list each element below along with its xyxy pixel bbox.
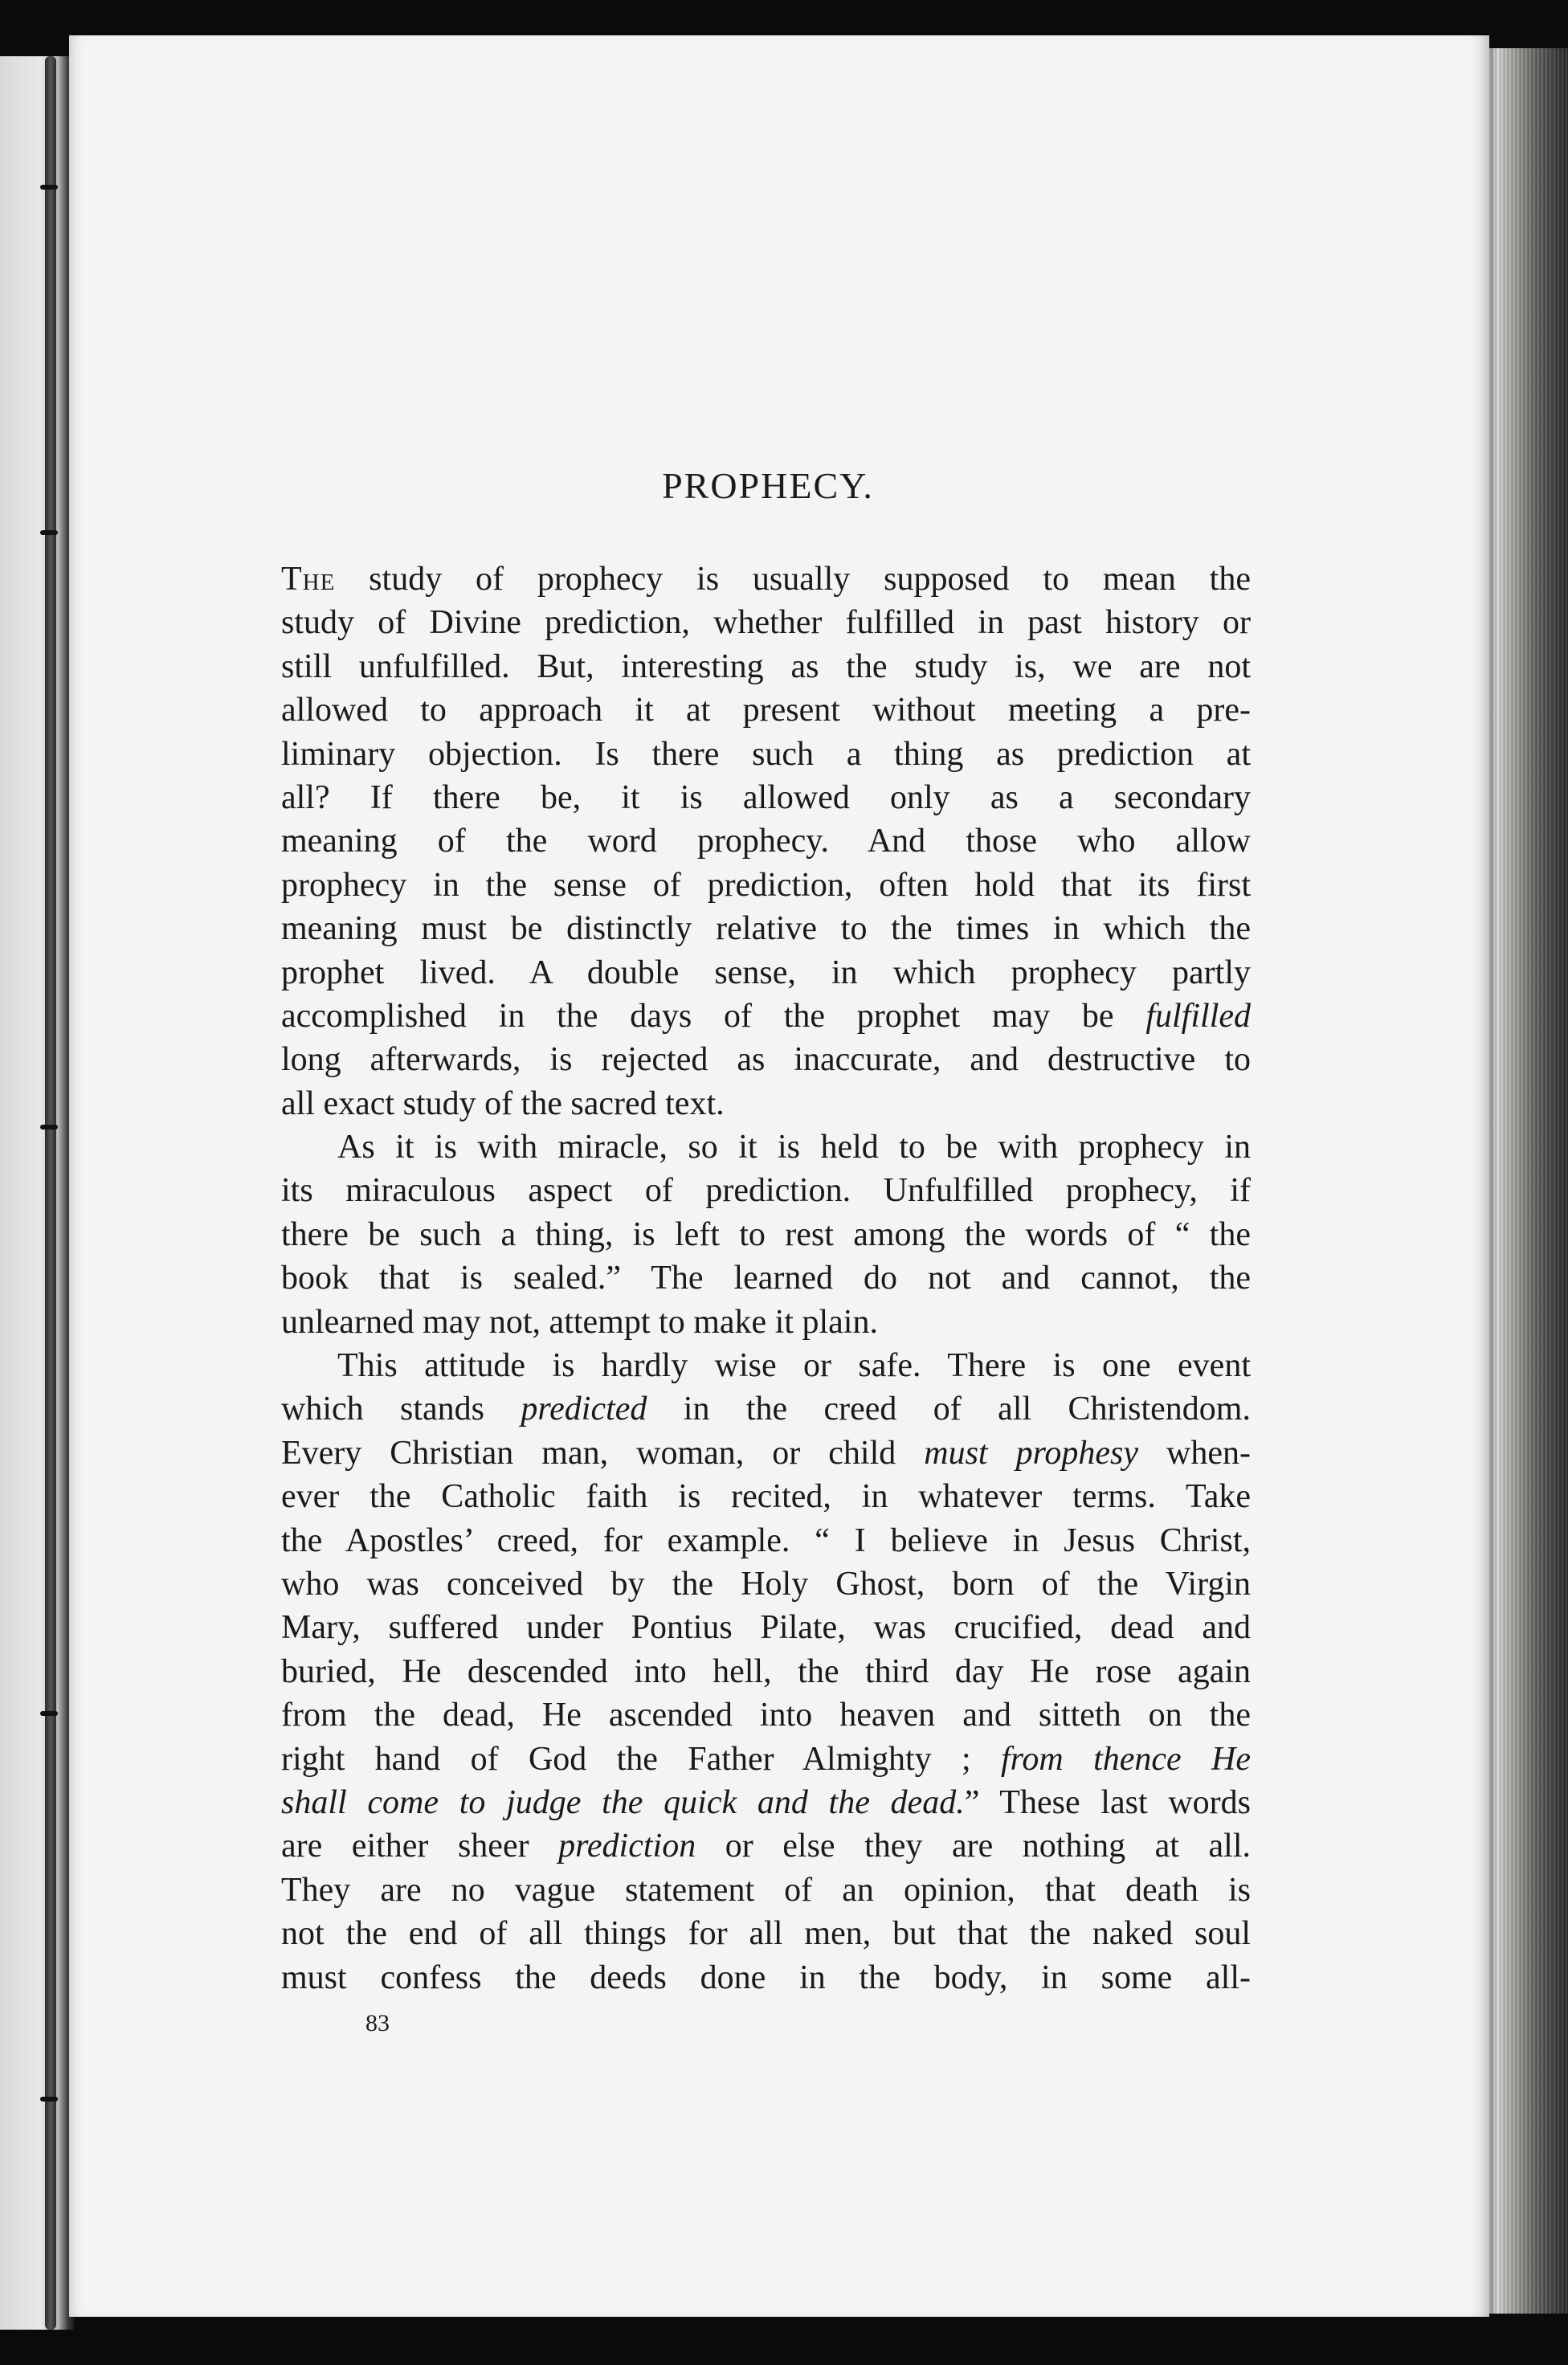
text-line [281, 1912, 1251, 1955]
text-line [281, 1169, 1251, 1212]
text-line [281, 1562, 1251, 1606]
text-line [281, 1125, 1251, 1169]
text-segment: allowed to approach it at present without meeting a pre- [281, 692, 1251, 729]
text-segment: liminary objection. Is there such a thing as prediction at [281, 735, 1251, 773]
text-line [281, 601, 1251, 644]
text-line [281, 1693, 1251, 1737]
text-segment: which stands [281, 1391, 521, 1428]
text-line [281, 995, 1251, 1038]
text-segment: in the creed of all Christendom. [647, 1391, 1251, 1428]
binding-stitching [45, 56, 56, 2330]
text-line [281, 1956, 1251, 1999]
text-line [281, 1301, 1251, 1344]
stitch-mark [40, 1711, 58, 1716]
text-segment: prophet lived. A double sense, in which prophecy partly [281, 954, 1251, 991]
text-segment: when- [1138, 1434, 1251, 1472]
text-line [281, 907, 1251, 950]
text-line [281, 864, 1251, 907]
text-line [281, 1082, 1251, 1125]
text-line [281, 733, 1251, 776]
text-line [281, 1475, 1251, 1518]
text-segment: As it is with miracle, so it is held to be with prophecy in [337, 1129, 1251, 1166]
stitch-mark [40, 530, 58, 535]
text-segment: They are no vague statement of an opinion, that death is [281, 1871, 1251, 1909]
stitch-mark [40, 185, 58, 190]
text-line [281, 558, 1251, 601]
text-line [281, 688, 1251, 732]
text-segment: study of Divine prediction, whether fulfilled in past history or [281, 604, 1251, 642]
text-line [281, 1519, 1251, 1562]
text-segment: the Apostles’ creed, for example. “ I believe in Jesus Christ, [281, 1522, 1251, 1559]
text-line [281, 1869, 1251, 1912]
text-line [281, 1038, 1251, 1081]
text-segment: book that is sealed.” The learned do not and cannot, the [281, 1260, 1251, 1297]
text-line [281, 1344, 1251, 1387]
text-line [281, 645, 1251, 688]
page-title: PROPHECY. [662, 465, 874, 506]
text-line [281, 1781, 1251, 1824]
text-segment: still unfulfilled. But, interesting as the study is, we are not [281, 647, 1251, 685]
text-segment: its miraculous aspect of prediction. Unfulfilled prophecy, if [281, 1172, 1251, 1210]
italic-text: predicted [521, 1391, 647, 1428]
text-segment: there be such a thing, is left to rest among the words of “ the [281, 1215, 1251, 1253]
text-segment: or else they are nothing at all. [696, 1828, 1251, 1865]
previous-leaf-edge [0, 56, 74, 2330]
book-fore-edge [1489, 48, 1568, 2314]
text-line [281, 1738, 1251, 1781]
text-line [281, 1256, 1251, 1300]
stitch-mark [40, 1125, 58, 1129]
italic-text: fulfilled [1145, 997, 1251, 1035]
text-segment: not the end of all things for all men, but that the naked soul [281, 1915, 1251, 1953]
text-line [281, 951, 1251, 995]
page-number: 83 [365, 2010, 390, 2036]
text-line [281, 1432, 1251, 1475]
text-line [281, 1213, 1251, 1256]
text-segment: Every Christian man, woman, or child [281, 1434, 925, 1472]
small-caps-text: The [281, 561, 336, 598]
text-segment: This attitude is hardly wise or safe. There is one event [337, 1347, 1251, 1385]
text-segment: all? If there be, it is allowed only as a secondary [281, 778, 1251, 816]
italic-text: from thence He [1000, 1740, 1251, 1778]
text-segment: ever the Catholic faith is recited, in whatever terms. Take [281, 1478, 1251, 1516]
text-segment: from the dead, He ascended into heaven and sitteth on the [281, 1697, 1251, 1734]
text-segment: unlearned may not, attempt to make it plain. [281, 1303, 878, 1341]
italic-text: prediction [558, 1828, 696, 1865]
text-segment: meaning must be distinctly relative to the times in which the [281, 910, 1251, 948]
text-segment: long afterwards, is rejected as inaccurate, and destructive to [281, 1041, 1251, 1079]
text-segment: must confess the deeds done in the body, in some all- [281, 1959, 1251, 1996]
text-segment: accomplished in the days of the prophet may be [281, 997, 1146, 1035]
text-segment: buried, He descended into hell, the third day He rose again [281, 1652, 1251, 1690]
text-segment: prophecy in the sense of prediction, often hold that its first [281, 866, 1251, 904]
text-line [281, 819, 1251, 863]
text-segment: study of prophecy is usually supposed to mean the [335, 561, 1251, 598]
italic-text: shall come to judge the quick and the dead. [281, 1783, 965, 1821]
text-line [281, 1387, 1251, 1431]
text-segment: all exact study of the sacred text. [281, 1084, 725, 1122]
text-segment: Mary, suffered under Pontius Pilate, was crucified, dead and [281, 1609, 1251, 1647]
text-segment: are either sheer [281, 1828, 559, 1865]
text-line [281, 1650, 1251, 1693]
text-line [281, 1824, 1251, 1868]
text-line [281, 776, 1251, 819]
italic-text: must prophesy [924, 1434, 1139, 1472]
text-segment: ” These last words [964, 1783, 1251, 1821]
text-segment: right hand of God the Father Almighty ; [281, 1740, 1001, 1778]
text-segment: meaning of the word prophecy. And those who allow [281, 823, 1251, 860]
body-text [281, 558, 1251, 1999]
text-segment: who was conceived by the Holy Ghost, born of the Virgin [281, 1565, 1251, 1603]
text-line [281, 1606, 1251, 1649]
stitch-mark [40, 2097, 58, 2102]
